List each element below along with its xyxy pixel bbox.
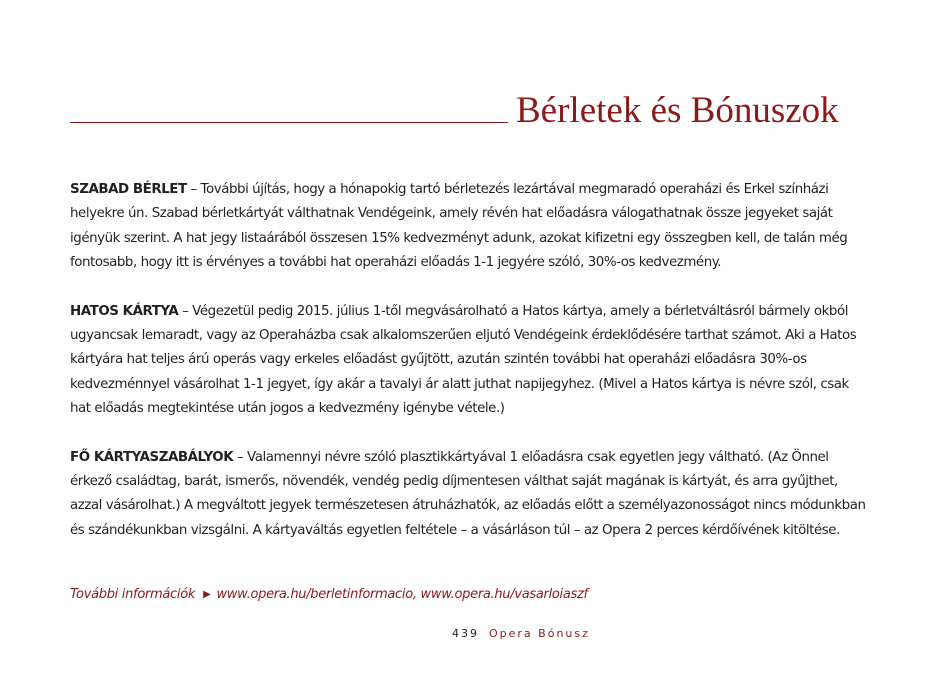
more-info-label: További információk xyxy=(70,587,196,602)
page-title: Bérletek és Bónuszok xyxy=(516,90,839,131)
section-lead: FŐ KÁRTYASZABÁLYOK xyxy=(70,449,234,465)
section-text: – További újítás, hogy a hónapokig tartó bérletezés lezártával megmaradó operaházi és Erkel színházi helyekre ún. Szabad bérletkártyát válthatnak Vendégeink, amely révén hat előadásra válogathatnak össze jegyeket saját igényük szerint. A hat jegy listaárából összesen 15% kedvezményt adunk, azokat kifizetni egy összegben kell, de talán még fontosabb, hogy itt is érvényes a további hat operaházi előadás 1-1 jegyére szóló, 30%-os kedvezmény. xyxy=(70,182,848,271)
body-text xyxy=(70,178,870,567)
arrow-right-icon: ▶ xyxy=(203,589,211,600)
more-info xyxy=(70,587,870,602)
section-lead: HATOS KÁRTYA xyxy=(70,303,179,319)
more-info-links[interactable]: www.opera.hu/berletinformacio, www.opera.hu/vasarloiaszf xyxy=(216,587,588,602)
page-number: 439 xyxy=(452,627,479,640)
section-lead: SZABAD BÉRLET xyxy=(70,182,187,197)
section-hatos-kartya xyxy=(70,300,870,422)
page-footer xyxy=(452,627,590,640)
section-szabad-berlet xyxy=(70,178,870,276)
section-text: – Valamennyi névre szóló plasztikkártyával 1 előadásra csak egyetlen jegy váltható. (Az Önnel érkező családtag, barát, ismerős, növendék, vendég pedig díjmentesen válthat saját magának is kártyát, és arra gyűjthet, azzal vásárolhat.) A megváltott jegyek természetesen átruházhatók, az előadás előtt a személyazonosságot nincs módunkban és szándékunkban vizsgálni. A kártyaváltás egyetlen feltétele – a vásárláson túl – az Opera 2 perces kérdőívének kitöltése. xyxy=(70,449,866,538)
title-rule xyxy=(70,122,508,123)
footer-section: Opera Bónusz xyxy=(489,627,590,640)
section-text: – Végezetül pedig 2015. július 1-től megvásárolható a Hatos kártya, amely a bérletváltásról bármely okból ugyancsak lemaradt, vagy az Operaházba csak alkalomszerűen eljutó Vendégeink érdeklődésére tarthat számot. Aki a Hatos kártyára hat teljes árú operás vagy erkeles előadást gyűjtött, azután szintén további hat operaházi előadásra 30%-os kedvezménnyel vásárolhat 1-1 jegyet, így akár a tavalyi ár alatt juthat napijegyhez. (Mivel a Hatos kártya is névre szól, csak hat előadás megtekintése után jogos a kedvezmény igénybe vétele.) xyxy=(70,303,857,417)
section-fo-kartyaszabalyok xyxy=(70,446,870,544)
